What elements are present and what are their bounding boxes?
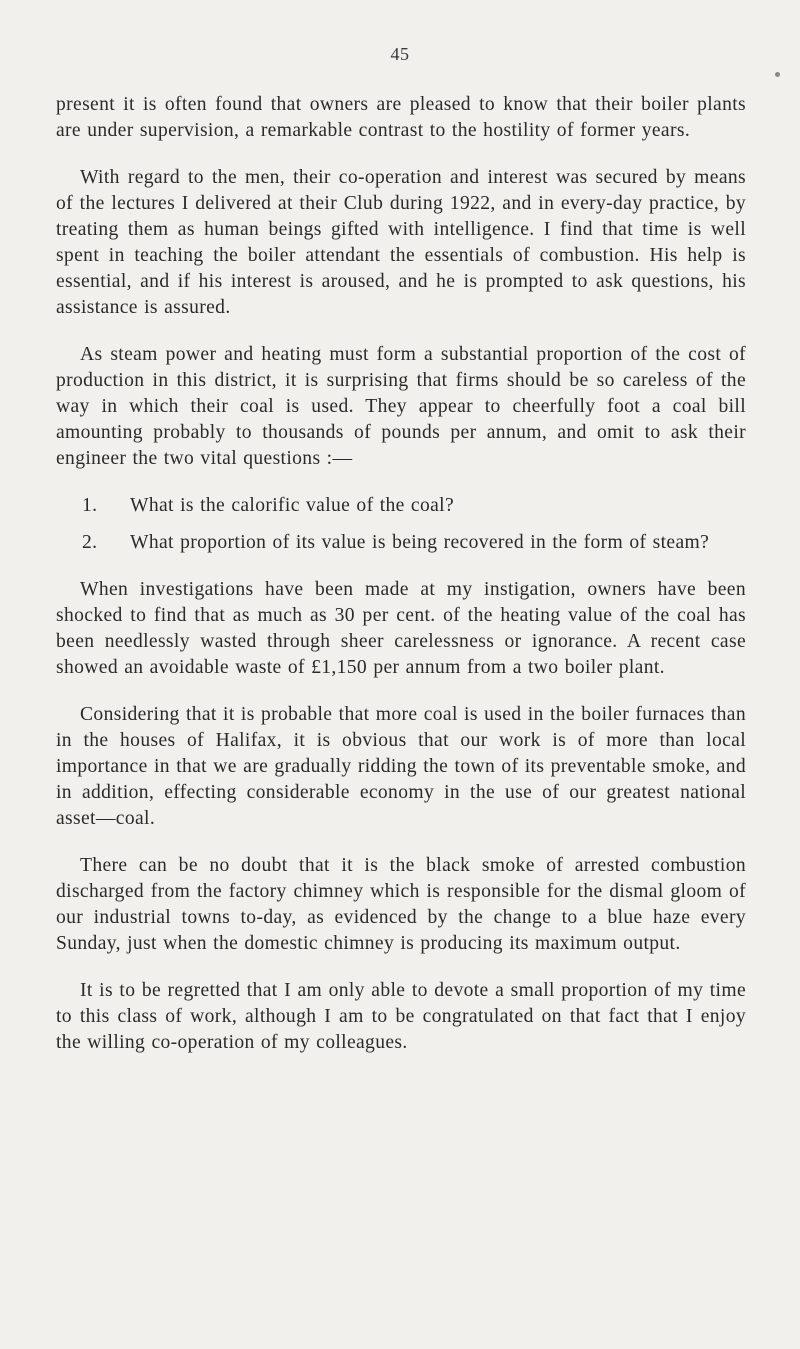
paragraph: present it is often found that owners are pleased to know that their boiler plants are under supervision, a remarkable contrast to the hostility of former years. bbox=[56, 94, 746, 141]
question-list bbox=[56, 493, 746, 556]
list-item-number: 1. bbox=[82, 495, 98, 516]
paragraph: Considering that it is probable that more coal is used in the boiler furnaces than in the houses of Halifax, it is obvious that our work is of more than local importance in that we are gradually ridding the town of its preventable smoke, and in addition, effecting considerable economy in the use of our greatest national asset—coal. bbox=[56, 704, 746, 829]
paragraph: As steam power and heating must form a substantial proportion of the cost of production in this district, it is surprising that firms should be so careless of the way in which their coal is used. They appear to cheerfully foot a coal bill amounting probably to thousands of pounds per annum, and omit to ask their engineer the two vital questions :— bbox=[56, 344, 746, 469]
corner-mark bbox=[775, 72, 780, 77]
body-text bbox=[56, 92, 746, 1077]
list-item-text: What is the calorific value of the coal? bbox=[130, 495, 455, 516]
paragraph: There can be no doubt that it is the black smoke of arrested combustion discharged from the factory chimney which is responsible for the dismal gloom of our industrial towns to-day, as evidenced by the change to a blue haze every Sunday, just when the domestic chimney is producing its maximum output. bbox=[56, 855, 746, 954]
paragraph: When investigations have been made at my instigation, owners have been shocked to find that as much as 30 per cent. of the heating value of the coal has been needlessly wasted through sheer carelessness or ignorance. A recent case showed an avoidable waste of £1,150 per annum from a two boiler plant. bbox=[56, 579, 746, 678]
list-item-number: 2. bbox=[82, 532, 98, 553]
list-item bbox=[56, 493, 746, 519]
page-number: 45 bbox=[390, 44, 410, 64]
list-item-text: What proportion of its value is being recovered in the form of steam? bbox=[130, 532, 710, 553]
paragraph: It is to be regretted that I am only able to devote a small proportion of my time to this class of work, although I am to be congratulated on that fact that I enjoy the willing co-operation of my colleagues. bbox=[56, 980, 746, 1053]
paragraph: With regard to the men, their co-operation and interest was secured by means of the lectures I delivered at their Club during 1922, and in every-day practice, by treating them as human beings gifted with intelligence. I find that time is well spent in teaching the boiler attendant the essentials of combustion. His help is essential, and if his interest is aroused, and he is prompted to ask questions, his assistance is assured. bbox=[56, 167, 746, 318]
list-item bbox=[56, 530, 746, 556]
